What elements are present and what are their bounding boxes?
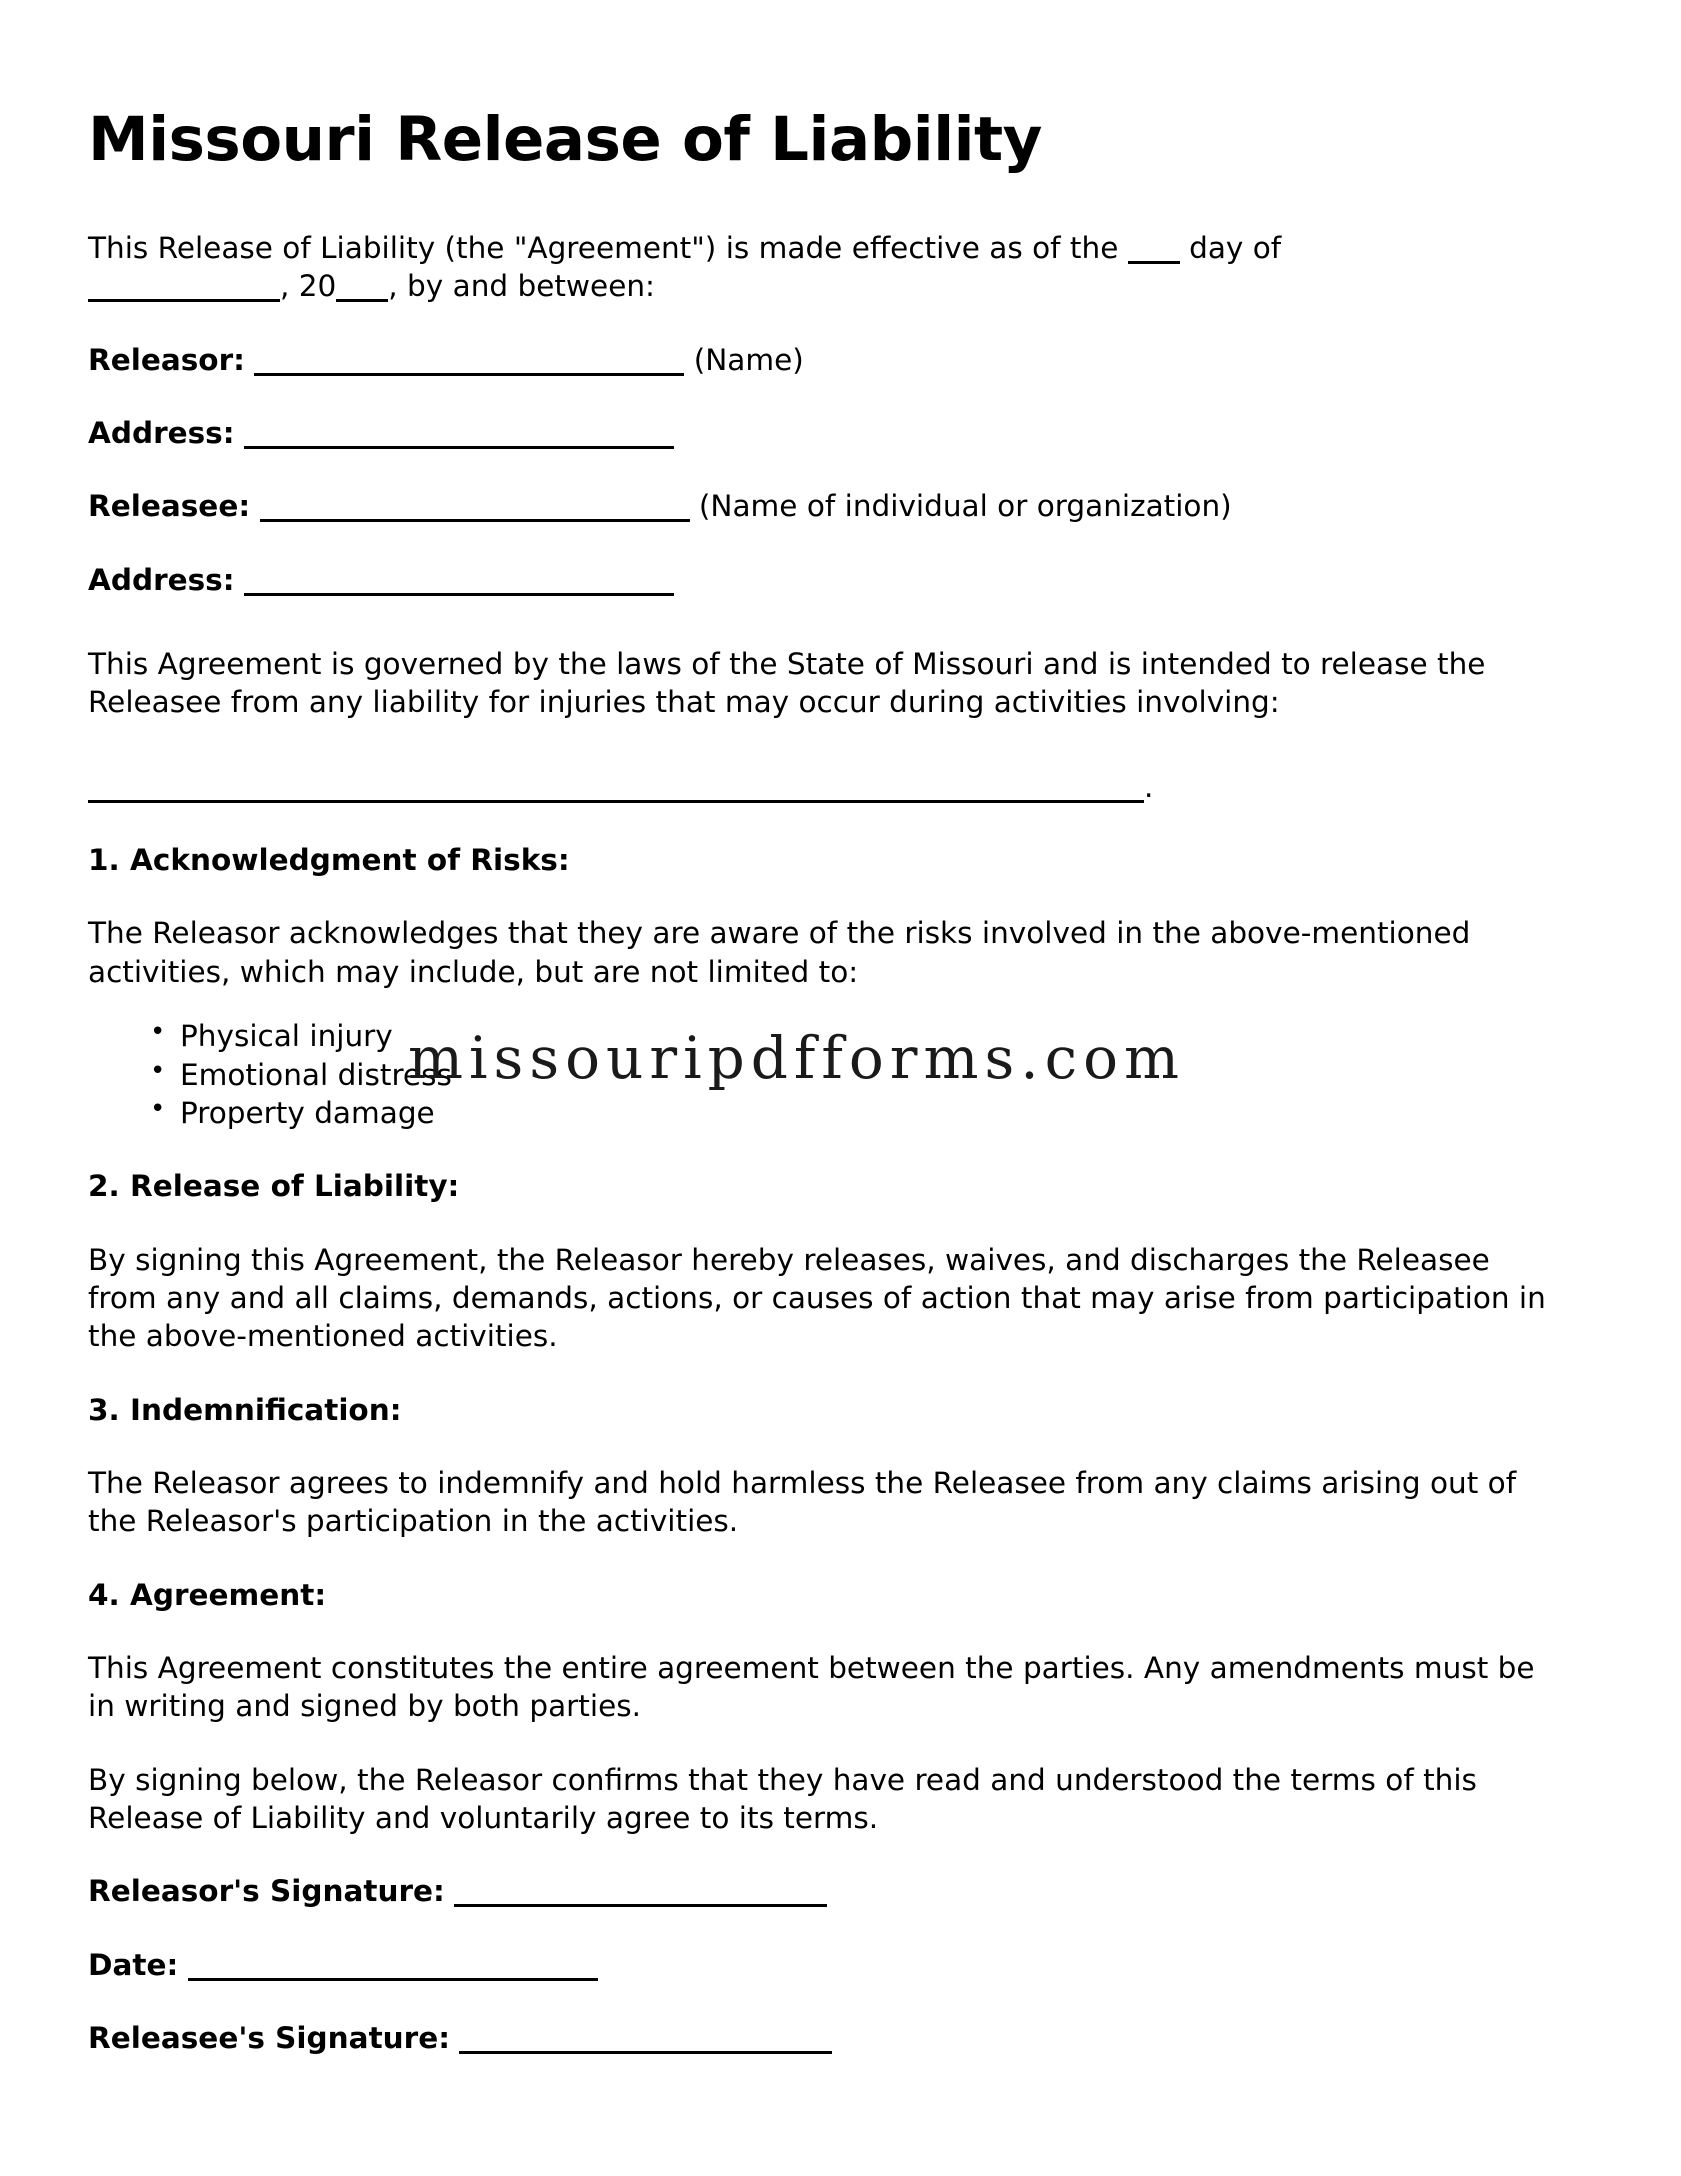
spacer	[88, 1837, 1558, 1872]
section-body-2: By signing this Agreement, the Releasor hereby releases, waives, and discharges the Releasee from any and all claims, demands, actions, or causes of action that may arise from participation in the above-mentioned activities.	[88, 1242, 1546, 1354]
month-blank[interactable]	[88, 275, 280, 302]
spacer	[88, 379, 1558, 414]
year-blank[interactable]	[336, 275, 388, 302]
date-blank[interactable]	[188, 1954, 598, 1981]
section-body-4: This Agreement constitutes the entire agreement between the parties. Any amendments must be in writing and signed by both parties.	[88, 1650, 1535, 1724]
spacer	[88, 172, 1558, 229]
section-heading-3: 3. Indemnification:	[88, 1392, 402, 1427]
activity-blank-period: .	[1144, 769, 1154, 804]
releasee-address-blank[interactable]	[244, 569, 674, 596]
day-blank[interactable]	[1128, 237, 1180, 264]
field-releasee-address	[88, 561, 1558, 599]
watermark-text: missouripdfforms.com	[408, 1024, 1186, 1092]
spacer	[88, 1206, 1558, 1241]
risk-list	[88, 1017, 1558, 1132]
spacer	[88, 306, 1558, 341]
field-label-date: Date:	[88, 1947, 179, 1982]
field-releasor-address	[88, 414, 1558, 452]
spacer	[88, 991, 1558, 1017]
field-label-releasee: Releasee:	[88, 489, 251, 524]
field-releasor-signature	[88, 1872, 1558, 1910]
page-title: Missouri Release of Liability	[88, 104, 1042, 175]
field-label-releasee-address: Address:	[88, 562, 235, 597]
releasee-name-blank[interactable]	[260, 495, 690, 522]
section-heading-2: 2. Release of Liability:	[88, 1169, 460, 1204]
field-label-releasor: Releasor:	[88, 342, 245, 377]
intro-paragraph	[88, 229, 1558, 306]
spacer	[88, 1726, 1558, 1761]
intro-part1: This Release of Liability (the "Agreement") is made effective as of the	[88, 231, 1128, 266]
activity-blank-row	[88, 768, 1558, 806]
field-hint-releasor: (Name)	[693, 342, 804, 377]
spacer	[88, 452, 1558, 487]
spacer	[88, 879, 1558, 914]
spacer	[88, 599, 1558, 645]
spacer	[88, 1541, 1558, 1576]
field-label-releasor-signature: Releasor's Signature:	[88, 1874, 445, 1909]
list-item: • Property damage	[150, 1094, 1558, 1132]
field-hint-releasee: (Name of individual or organization)	[698, 489, 1232, 524]
spacer	[88, 1984, 1558, 2019]
field-releasee	[88, 487, 1558, 525]
list-item: • Emotional distress	[150, 1056, 1558, 1094]
intro-part4: , by and between:	[388, 269, 655, 304]
section-heading-4: 4. Agreement:	[88, 1577, 327, 1612]
document-body	[88, 104, 1558, 2057]
activity-description-blank[interactable]	[88, 776, 1144, 803]
intro-part3: , 20	[280, 269, 337, 304]
releasee-signature-blank[interactable]	[459, 2027, 832, 2054]
field-label-releasee-signature: Releasee's Signature:	[88, 2021, 451, 2056]
governing-law-paragraph: This Agreement is governed by the laws of the State of Missouri and is intended to release the Releasee from any liability for injuries that may occur during activities involving:	[88, 647, 1486, 720]
spacer	[88, 806, 1558, 841]
section-heading-1: 1. Acknowledgment of Risks:	[88, 843, 570, 878]
releasor-address-blank[interactable]	[244, 422, 674, 449]
spacer	[88, 1356, 1558, 1391]
field-releasee-signature	[88, 2019, 1558, 2057]
spacer	[88, 1911, 1558, 1946]
releasor-signature-blank[interactable]	[454, 1880, 827, 1907]
section-body-3: The Releasor agrees to indemnify and hold harmless the Releasee from any claims arising out of the Releasor's participation in the activities.	[88, 1465, 1517, 1539]
spacer	[88, 1614, 1558, 1649]
field-label-releasor-address: Address:	[88, 416, 235, 451]
list-item: • Physical injury	[150, 1017, 1558, 1055]
field-date	[88, 1946, 1558, 1984]
releasor-name-blank[interactable]	[254, 349, 684, 376]
spacer	[88, 722, 1558, 768]
field-releasor	[88, 341, 1558, 379]
closing-paragraph: By signing below, the Releasor confirms that they have read and understood the terms of this Release of Liability and voluntarily agree to its terms.	[88, 1762, 1477, 1835]
section-body-1: The Releasor acknowledges that they are aware of the risks involved in the above-mentioned activities, which may include, but are not limited to:	[88, 916, 1471, 989]
intro-part2: day of	[1179, 231, 1282, 266]
spacer	[88, 1132, 1558, 1167]
spacer	[88, 1429, 1558, 1464]
spacer	[88, 526, 1558, 561]
